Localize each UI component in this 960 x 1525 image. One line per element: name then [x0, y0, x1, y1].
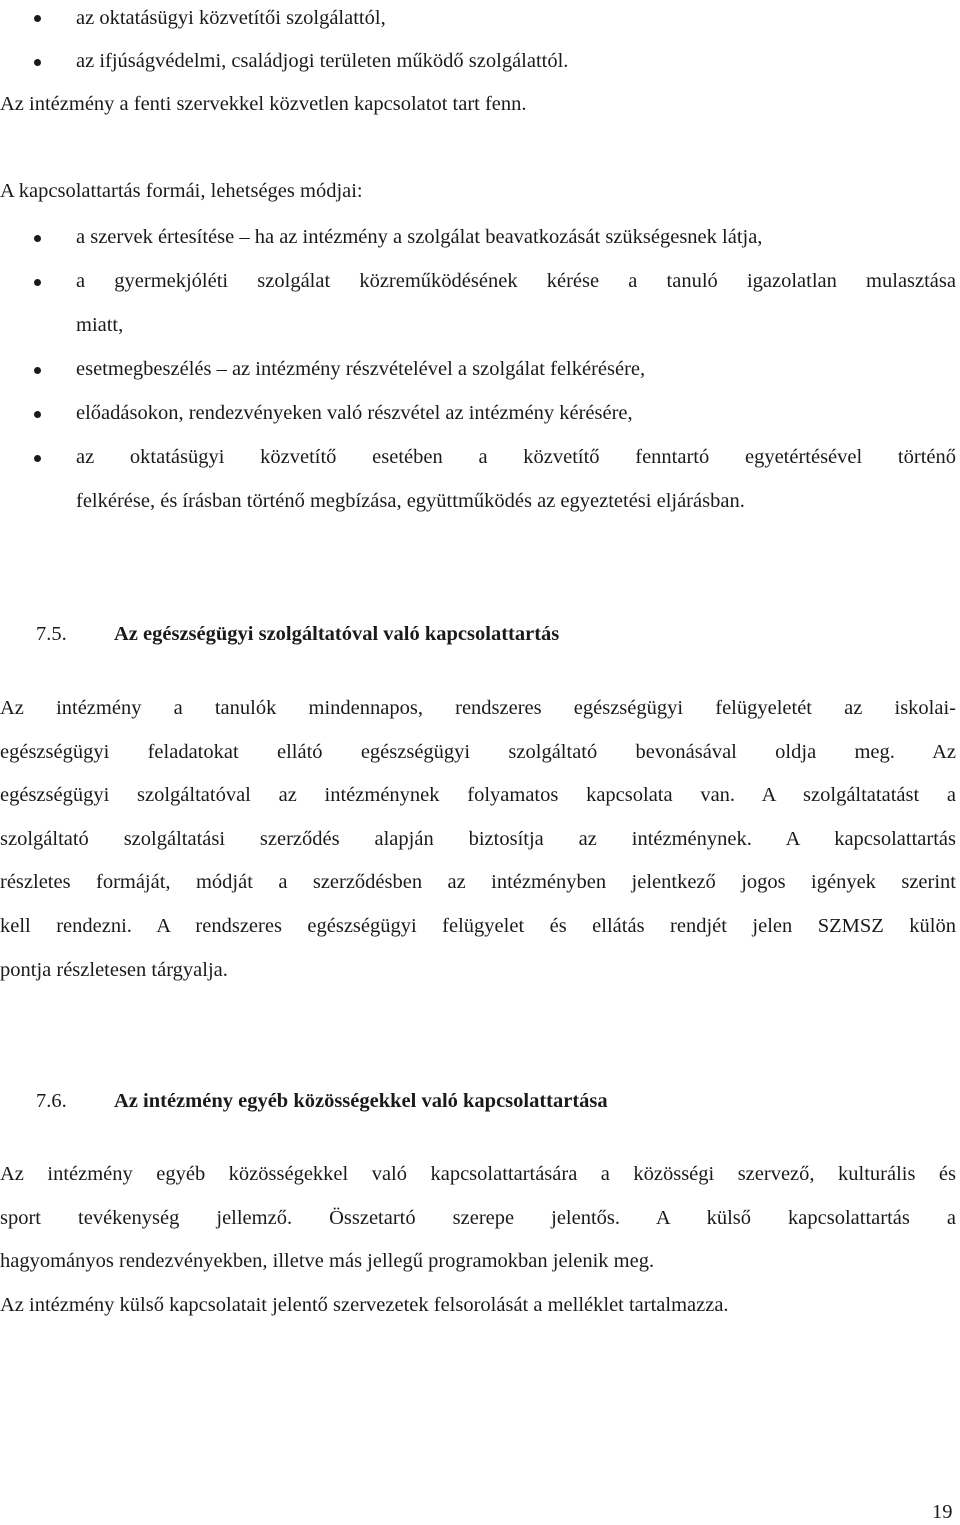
- list-item-continuation: felkérése, és írásban történő megbízása, együttműködés az egyeztetési eljárásban.: [76, 490, 745, 512]
- paragraph-line: hagyományos rendezvényekben, illetve más jellegű programokban jelenik meg.: [0, 1250, 655, 1272]
- bullet-icon: [34, 279, 41, 286]
- bullet-icon: [34, 455, 41, 462]
- page-number: 19: [932, 1501, 953, 1523]
- section-number: 7.6.: [36, 1090, 67, 1112]
- bullet-icon: [34, 15, 41, 22]
- paragraph-line: szolgáltató szolgáltatási szerződés alapján biztosítja az intézménynek. A kapcsolattartás: [0, 828, 956, 850]
- list-item: esetmegbeszélés – az intézmény részvételével a szolgálat felkérésére,: [76, 358, 646, 380]
- paragraph: Az intézmény a fenti szervekkel közvetlen kapcsolatot tart fenn.: [0, 93, 527, 115]
- paragraph: A kapcsolattartás formái, lehetséges módjai:: [0, 180, 363, 202]
- list-item: a gyermekjóléti szolgálat közreműködésének kérése a tanuló igazolatlan mulasztása: [76, 270, 956, 292]
- bullet-icon: [34, 367, 41, 374]
- list-item: az oktatásügyi közvetítői szolgálattól,: [76, 7, 386, 29]
- list-item: előadásokon, rendezvényeken való részvétel az intézmény kérésére,: [76, 402, 633, 424]
- paragraph-line: Az intézmény egyéb közösségekkel való kapcsolattartására a közösségi szervező, kulturális és: [0, 1163, 956, 1185]
- paragraph-line: egészségügyi feladatokat ellátó egészségügyi szolgáltató bevonásával oldja meg. Az: [0, 741, 956, 763]
- list-item: a szervek értesítése – ha az intézmény a szolgálat beavatkozását szükségesnek látja,: [76, 226, 763, 248]
- section-heading: Az egészségügyi szolgáltatóval való kapcsolattartás: [114, 623, 560, 645]
- bullet-icon: [34, 411, 41, 418]
- paragraph-line: pontja részletesen tárgyalja.: [0, 959, 228, 981]
- paragraph-line: Az intézmény külső kapcsolatait jelentő szervezetek felsorolását a melléklet tartalmazza.: [0, 1294, 729, 1316]
- paragraph-line: egészségügyi szolgáltatóval az intézménynek folyamatos kapcsolata van. A szolgáltatatást a: [0, 784, 956, 806]
- paragraph-line: részletes formáját, módját a szerződésben az intézményben jelentkező jogos igények szerint: [0, 871, 956, 893]
- paragraph-line: sport tevékenység jellemző. Összetartó szerepe jelentős. A külső kapcsolattartás a: [0, 1207, 956, 1229]
- paragraph-line: kell rendezni. A rendszeres egészségügyi felügyelet és ellátás rendjét jelen SZMSZ külön: [0, 915, 956, 937]
- bullet-icon: [34, 235, 41, 242]
- list-item-continuation: miatt,: [76, 314, 124, 336]
- paragraph-line: Az intézmény a tanulók mindennapos, rendszeres egészségügyi felügyeletét az iskolai-: [0, 697, 956, 719]
- bullet-icon: [34, 59, 41, 66]
- section-number: 7.5.: [36, 623, 67, 645]
- section-heading: Az intézmény egyéb közösségekkel való kapcsolattartása: [114, 1090, 608, 1112]
- list-item: az oktatásügyi közvetítő esetében a közvetítő fenntartó egyetértésével történő: [76, 446, 956, 468]
- list-item: az ifjúságvédelmi, családjogi területen működő szolgálattól.: [76, 50, 569, 72]
